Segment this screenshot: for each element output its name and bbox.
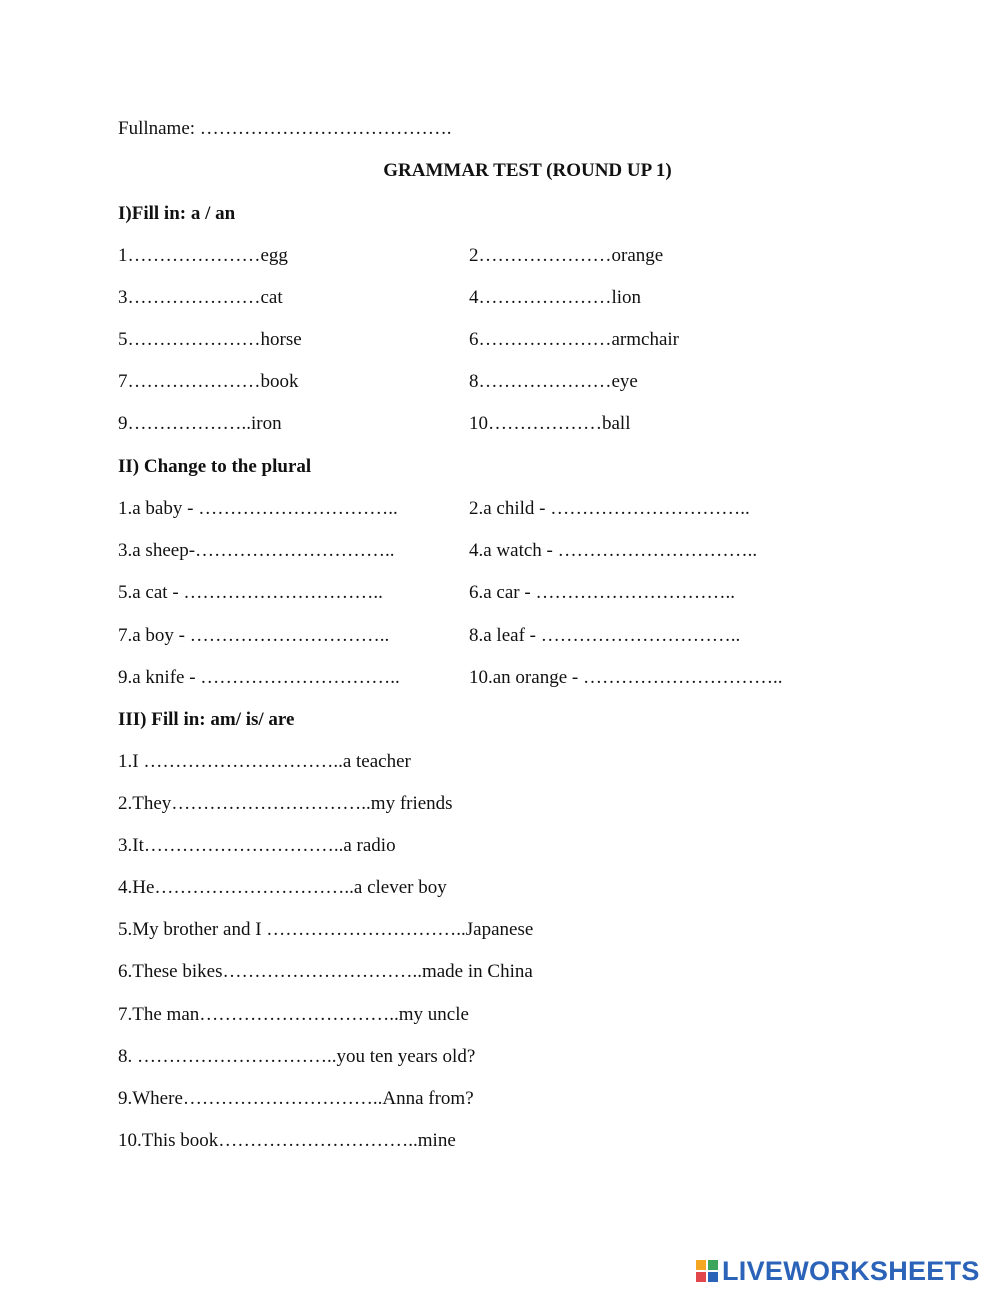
logo-square-icon bbox=[696, 1272, 706, 1282]
section1-item-10: 10………………ball bbox=[469, 413, 631, 434]
section2-item-1: 1.a baby - ………………………….. bbox=[118, 498, 398, 519]
section2-item-6: 6.a car - ………………………….. bbox=[469, 582, 735, 603]
section1-item-2: 2…………………orange bbox=[469, 245, 664, 266]
logo-square-icon bbox=[696, 1260, 706, 1270]
section1-item-7: 7…………………book bbox=[118, 371, 299, 392]
section1-item-3: 3…………………cat bbox=[118, 287, 283, 308]
section3-item-4: 4.He…………………………..a clever boy bbox=[118, 877, 447, 898]
logo-mark-icon bbox=[696, 1260, 718, 1282]
section2-item-5: 5.a cat - ………………………….. bbox=[118, 582, 383, 603]
section2-heading: II) Change to the plural bbox=[118, 456, 312, 477]
section3-item-8: 8. …………………………..you ten years old? bbox=[118, 1046, 476, 1067]
section2-item-2: 2.a child - ………………………….. bbox=[469, 498, 750, 519]
section1-item-1: 1…………………egg bbox=[118, 245, 288, 266]
section3-item-1: 1.I …………………………..a teacher bbox=[118, 751, 411, 772]
logo-square-icon bbox=[708, 1272, 718, 1282]
logo-text: LIVEWORKSHEETS bbox=[722, 1255, 980, 1286]
section2-item-10: 10.an orange - ………………………….. bbox=[469, 667, 783, 688]
section3-item-2: 2.They…………………………..my friends bbox=[118, 793, 453, 814]
section2-item-7: 7.a boy - ………………………….. bbox=[118, 625, 390, 646]
logo-square-icon bbox=[708, 1260, 718, 1270]
section1-item-9: 9………………..iron bbox=[118, 413, 282, 434]
section2-item-9: 9.a knife - ………………………….. bbox=[118, 667, 400, 688]
section3-item-9: 9.Where…………………………..Anna from? bbox=[118, 1088, 474, 1109]
section1-item-4: 4…………………lion bbox=[469, 287, 642, 308]
section1-item-8: 8…………………eye bbox=[469, 371, 638, 392]
section3-item-5: 5.My brother and I …………………………..Japanese bbox=[118, 919, 534, 940]
section3-item-3: 3.It…………………………..a radio bbox=[118, 835, 396, 856]
page-title: GRAMMAR TEST (ROUND UP 1) bbox=[383, 160, 672, 181]
section3-heading: III) Fill in: am/ is/ are bbox=[118, 709, 295, 730]
section1-item-5: 5…………………horse bbox=[118, 329, 302, 350]
section3-item-7: 7.The man…………………………..my uncle bbox=[118, 1004, 469, 1025]
section2-item-3: 3.a sheep-………………………….. bbox=[118, 540, 395, 561]
liveworksheets-logo bbox=[696, 1256, 980, 1286]
section1-heading: I)Fill in: a / an bbox=[118, 203, 236, 224]
fullname-label: Fullname: …………………………………. bbox=[118, 118, 452, 139]
section3-item-6: 6.These bikes…………………………..made in China bbox=[118, 961, 533, 982]
section2-item-8: 8.a leaf - ………………………….. bbox=[469, 625, 741, 646]
section1-item-6: 6…………………armchair bbox=[469, 329, 680, 350]
section2-item-4: 4.a watch - ………………………….. bbox=[469, 540, 758, 561]
section3-item-10: 10.This book…………………………..mine bbox=[118, 1130, 456, 1151]
